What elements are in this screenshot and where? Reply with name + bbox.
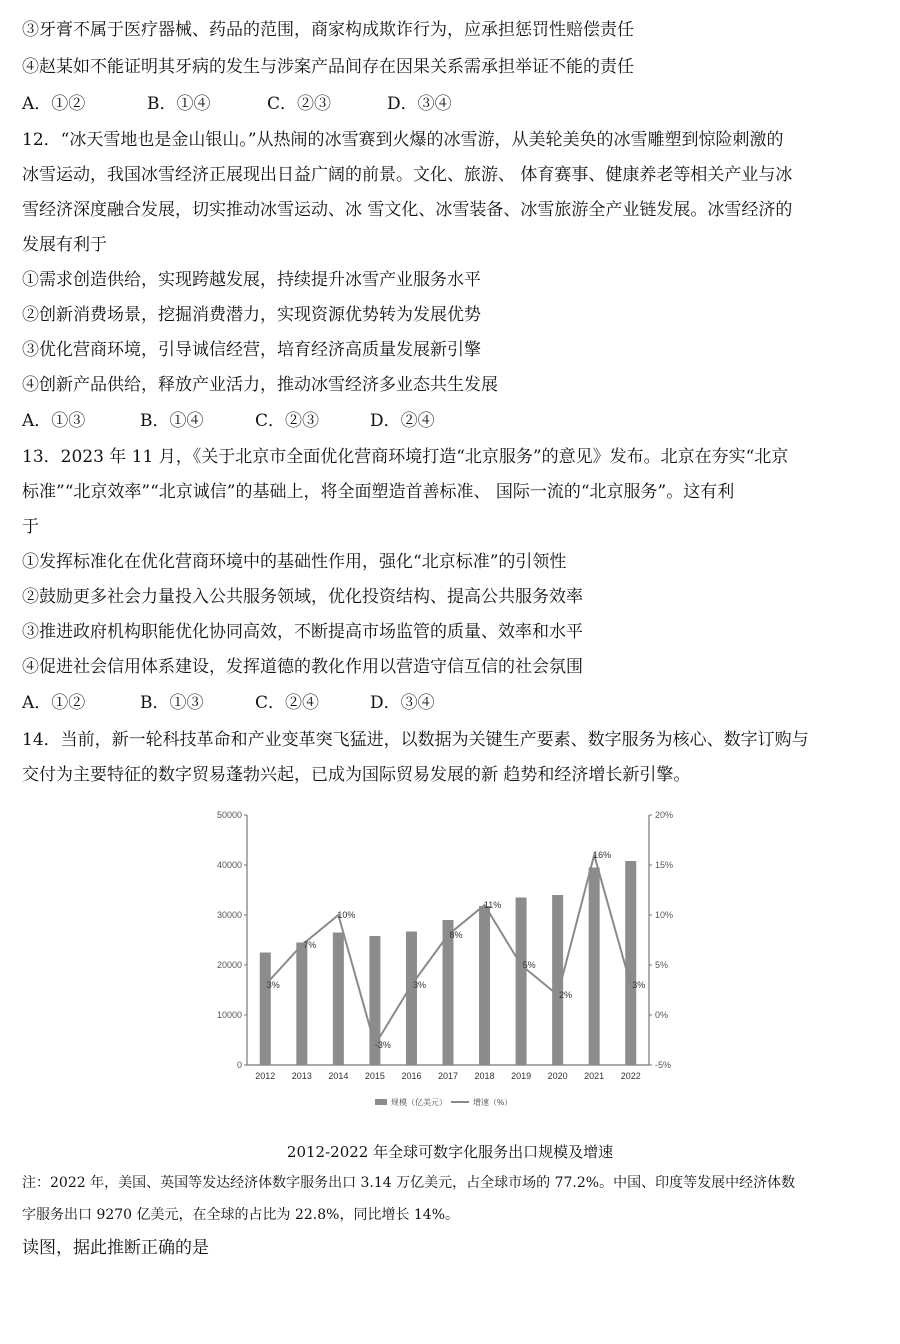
right-tick-label: 20% — [655, 810, 674, 820]
q13-option-a: A．①② — [22, 693, 86, 713]
growth-rate-label: -3% — [374, 1040, 391, 1050]
right-tick-label: -5% — [655, 1060, 672, 1070]
q12-option-c: C．②③ — [255, 411, 320, 431]
q14-note-line-2: 字服务出口 9270 亿美元，在全球的占比为 22.8%，同比增长 14%。 — [22, 1207, 460, 1223]
q12-option-a: A．①③ — [22, 411, 86, 431]
legend-bar-swatch — [375, 1099, 387, 1105]
x-tick-label: 2020 — [547, 1071, 568, 1081]
q13-statement-3: ③推进政府机构职能优化协同高效，不断提高市场监管的质量、效率和水平 — [22, 622, 583, 642]
q13-option-c: C．②④ — [255, 693, 320, 713]
growth-rate-label: 3% — [266, 980, 280, 990]
q12-stem-line-3: 雪经济深度融合发展，切实推动冰雪运动、冰 雪文化、冰雪装备、冰雪旅游全产业链发展。冰雪经济的 — [22, 200, 793, 220]
right-tick-label: 15% — [655, 860, 674, 870]
x-tick-label: 2013 — [291, 1071, 312, 1081]
q12-statement-2: ②创新消费场景，挖掘消费潜力，实现资源优势转为发展优势 — [22, 305, 481, 325]
x-tick-label: 2018 — [474, 1071, 495, 1081]
bar — [406, 932, 417, 1066]
q12-stem-line-1: 12．“冰天雪地也是金山银山。”从热闹的冰雪赛到火爆的冰雪游，从美轮美奂的冰雪雕塑到惊险刺激的 — [22, 130, 784, 150]
q14-prompt: 读图，据此推断正确的是 — [22, 1238, 209, 1258]
right-tick-label: 5% — [655, 960, 669, 970]
q11-option-a: A．①② — [22, 94, 86, 114]
q11-option-b: B．①④ — [147, 94, 211, 114]
q12-option-d: D．②④ — [370, 411, 435, 431]
x-tick-label: 2019 — [511, 1071, 532, 1081]
x-tick-label: 2016 — [401, 1071, 422, 1081]
x-tick-label: 2021 — [584, 1071, 605, 1081]
bar — [589, 868, 600, 1066]
left-tick-label: 30000 — [216, 910, 242, 920]
q14-note-line-1: 注：2022 年，美国、英国等发达经济体数字服务出口 3.14 万亿美元，占全球市场的 77.2%。中国、印度等发展中经济体数 — [22, 1175, 796, 1191]
q14-stem-line-2: 交付为主要特征的数字贸易蓬勃兴起，已成为国际贸易发展的新 趋势和经济增长新引擎。 — [22, 765, 691, 785]
bar — [333, 933, 344, 1066]
growth-rate-label: 5% — [522, 960, 536, 970]
right-tick-label: 0% — [655, 1010, 669, 1020]
x-tick-label: 2012 — [255, 1071, 276, 1081]
bar — [516, 898, 527, 1066]
growth-rate-label: 3% — [632, 980, 646, 990]
growth-rate-label: 2% — [559, 990, 573, 1000]
growth-rate-label: 7% — [303, 940, 317, 950]
bar — [296, 943, 307, 1066]
q12-stem-line-4: 发展有利于 — [22, 235, 107, 255]
q13-statement-1: ①发挥标准化在优化营商环境中的基础性作用，强化“北京标准”的引领性 — [22, 552, 567, 572]
right-tick-label: 10% — [655, 910, 674, 920]
q12-option-b: B．①④ — [140, 411, 204, 431]
growth-rate-label: 16% — [593, 850, 612, 860]
q12-options — [22, 409, 435, 433]
q13-stem-line-2: 标准”“北京效率”“北京诚信”的基础上，将全面塑造首善标准、 国际一流的“北京服务”。这有利 — [22, 482, 735, 502]
q11-option-c: C．②③ — [267, 94, 332, 114]
left-tick-label: 50000 — [216, 810, 242, 820]
q11-statement-4: ④赵某如不能证明其牙病的发生与涉案产品间存在因果关系需承担举证不能的责任 — [22, 57, 634, 77]
q11-options — [22, 92, 452, 116]
q11-option-d: D．③④ — [387, 94, 452, 114]
q12-statement-3: ③优化营商环境，引导诚信经营，培育经济高质量发展新引擎 — [22, 340, 481, 360]
bar — [479, 906, 490, 1065]
q13-statement-2: ②鼓励更多社会力量投入公共服务领域，优化投资结构、提高公共服务效率 — [22, 587, 583, 607]
legend-line-label: 增速（%） — [473, 1098, 513, 1107]
q11-statement-3: ③牙膏不属于医疗器械、药品的范围，商家构成欺诈行为，应承担惩罚性赔偿责任 — [22, 20, 634, 40]
q12-statement-4: ④创新产品供给，释放产业活力，推动冰雪经济多业态共生发展 — [22, 375, 498, 395]
export-chart — [205, 805, 679, 1127]
left-tick-label: 10000 — [216, 1010, 242, 1020]
left-tick-label: 40000 — [216, 860, 242, 870]
x-tick-label: 2017 — [437, 1071, 459, 1081]
left-tick-label: 0 — [236, 1060, 242, 1070]
q13-stem-line-1: 13．2023 年 11 月，《关于北京市全面优化营商环境打造“北京服务”的意见》发布。北京在夯实“北京 — [22, 447, 789, 467]
bar — [625, 861, 636, 1065]
q12-statement-1: ①需求创造供给，实现跨越发展，持续提升冰雪产业服务水平 — [22, 270, 481, 290]
growth-rate-label: 10% — [337, 910, 356, 920]
legend-bar-label: 规模（亿美元） — [391, 1098, 447, 1107]
x-tick-label: 2022 — [620, 1071, 641, 1081]
left-tick-label: 20000 — [216, 960, 242, 970]
q12-stem-line-2: 冰雪运动，我国冰雪经济正展现出日益广阔的前景。文化、旅游、 体育赛事、健康养老等相关产业与冰 — [22, 165, 793, 185]
q13-option-d: D．③④ — [370, 693, 435, 713]
x-tick-label: 2014 — [328, 1071, 349, 1081]
q14-stem-line-1: 14．当前，新一轮科技革命和产业变革突飞猛进，以数据为关键生产要素、数字服务为核心、数字订购与 — [22, 730, 809, 750]
chart-caption: 2012-2022 年全球可数字化服务出口规模及增速 — [286, 1143, 614, 1161]
bar — [260, 953, 271, 1066]
q13-stem-line-3: 于 — [22, 517, 39, 537]
q13-option-b: B．①③ — [140, 693, 204, 713]
export-chart-svg — [205, 805, 679, 1127]
growth-rate-label: 3% — [412, 980, 426, 990]
growth-rate-label: 11% — [483, 900, 502, 910]
q13-options — [22, 691, 435, 715]
q13-statement-4: ④促进社会信用体系建设，发挥道德的教化作用以营造守信互信的社会氛围 — [22, 657, 583, 677]
x-tick-label: 2015 — [364, 1071, 385, 1081]
growth-rate-label: 8% — [449, 930, 463, 940]
